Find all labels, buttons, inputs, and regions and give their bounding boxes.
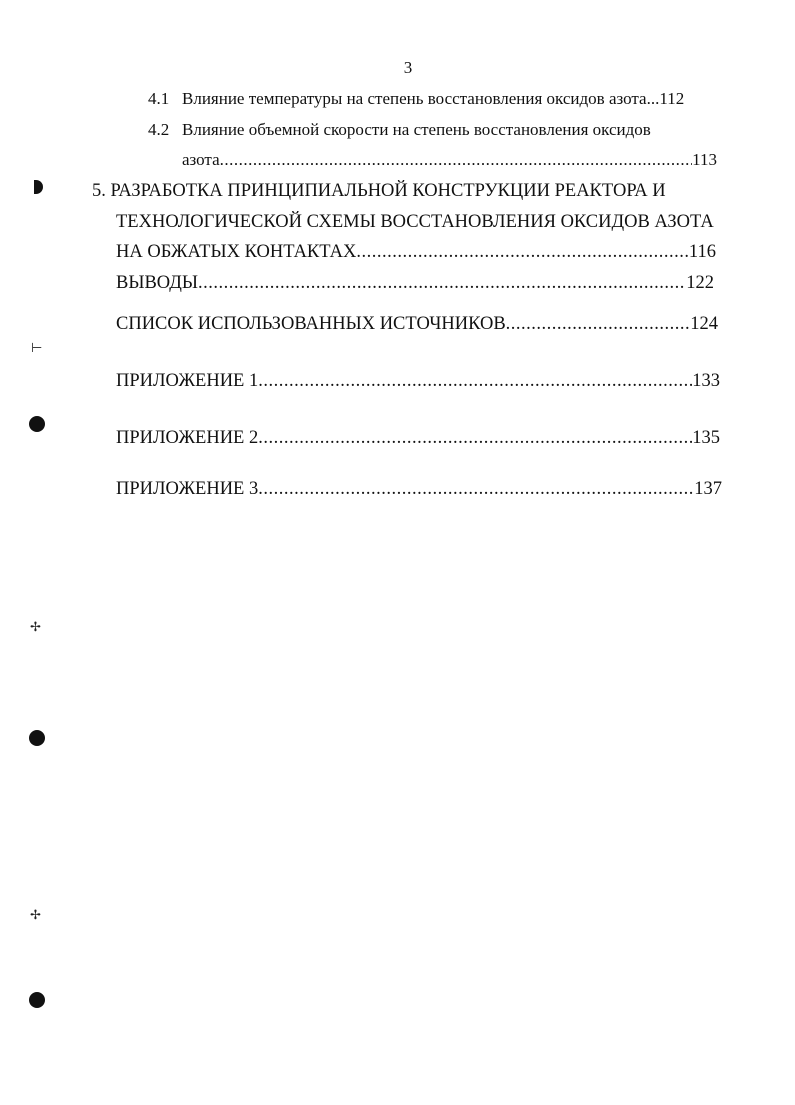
leader-dots — [356, 241, 689, 263]
toc-entry-conclusions-page: 122 — [686, 273, 714, 293]
toc-entry-4-2-number: 4.2 — [148, 120, 170, 139]
toc-entry-4-1 — [148, 88, 728, 110]
toc-entry-appendix-2-title: ПРИЛОЖЕНИЕ 2 — [116, 428, 259, 448]
toc-entry-appendix-2-page: 135 — [692, 428, 720, 448]
leader-dots — [258, 427, 692, 449]
toc-entry-appendix-1-title: ПРИЛОЖЕНИЕ 1 — [116, 371, 259, 391]
page-number: 3 — [403, 58, 413, 77]
toc-entry-appendix-2 — [116, 427, 720, 449]
toc-entry-5-line-3: НА ОБЖАТЫХ КОНТАКТАХ — [116, 242, 357, 262]
toc-entry-5-line-3-row — [116, 241, 716, 263]
scan-artifact-mark: ✢ — [30, 620, 41, 635]
toc-entry-5 — [92, 180, 712, 202]
leader-dots — [220, 149, 693, 171]
toc-entry-4-1-number: 4.1 — [148, 89, 170, 108]
toc-entry-appendix-3-page: 137 — [694, 479, 722, 499]
toc-entry-4-2-page: 113 — [692, 150, 717, 169]
leader-dots — [258, 478, 694, 500]
leader-dots — [506, 313, 691, 335]
toc-entry-5-line-1: 5. РАЗРАБОТКА ПРИНЦИПИАЛЬНОЙ КОНСТРУКЦИИ РЕАКТОРА И — [92, 181, 666, 201]
toc-entry-4-2-title: Влияние объемной скорости на степень восстановления оксидов — [182, 120, 651, 139]
toc-entry-4-2-title-end: азота — [182, 150, 220, 169]
toc-entry-appendix-3 — [116, 478, 722, 500]
binder-hole-mark — [29, 992, 45, 1008]
toc-entry-references-title: СПИСОК ИСПОЛЬЗОВАННЫХ ИСТОЧНИКОВ — [116, 314, 506, 334]
leader-dots — [258, 370, 692, 392]
binder-hole-mark — [29, 416, 45, 432]
toc-entry-5-page: 116 — [688, 242, 716, 262]
leader-dots — [198, 272, 686, 294]
binder-hole-mark — [29, 730, 45, 746]
scan-artifact-mark: ⊢ — [31, 341, 43, 356]
toc-entry-4-2-continuation — [182, 149, 717, 171]
toc-entry-4-1-text: Влияние температуры на степень восстановления оксидов азота...112 — [182, 89, 685, 108]
toc-entry-4-2 — [148, 119, 728, 141]
toc-entry-conclusions-title: ВЫВОДЫ — [116, 273, 199, 293]
scan-artifact-mark: ✢ — [30, 908, 41, 923]
binder-hole-mark — [34, 180, 43, 194]
toc-entry-5-line-2: ТЕХНОЛОГИЧЕСКОЙ СХЕМЫ ВОССТАНОВЛЕНИЯ ОКСИДОВ АЗОТА — [116, 212, 714, 232]
toc-entry-appendix-1 — [116, 370, 720, 392]
toc-entry-conclusions — [116, 272, 714, 294]
toc-entry-references — [116, 313, 718, 335]
toc-entry-5-line-2-row — [116, 211, 716, 233]
toc-entry-references-page: 124 — [690, 314, 718, 334]
toc-entry-appendix-1-page: 133 — [692, 371, 720, 391]
toc-entry-appendix-3-title: ПРИЛОЖЕНИЕ 3 — [116, 479, 259, 499]
